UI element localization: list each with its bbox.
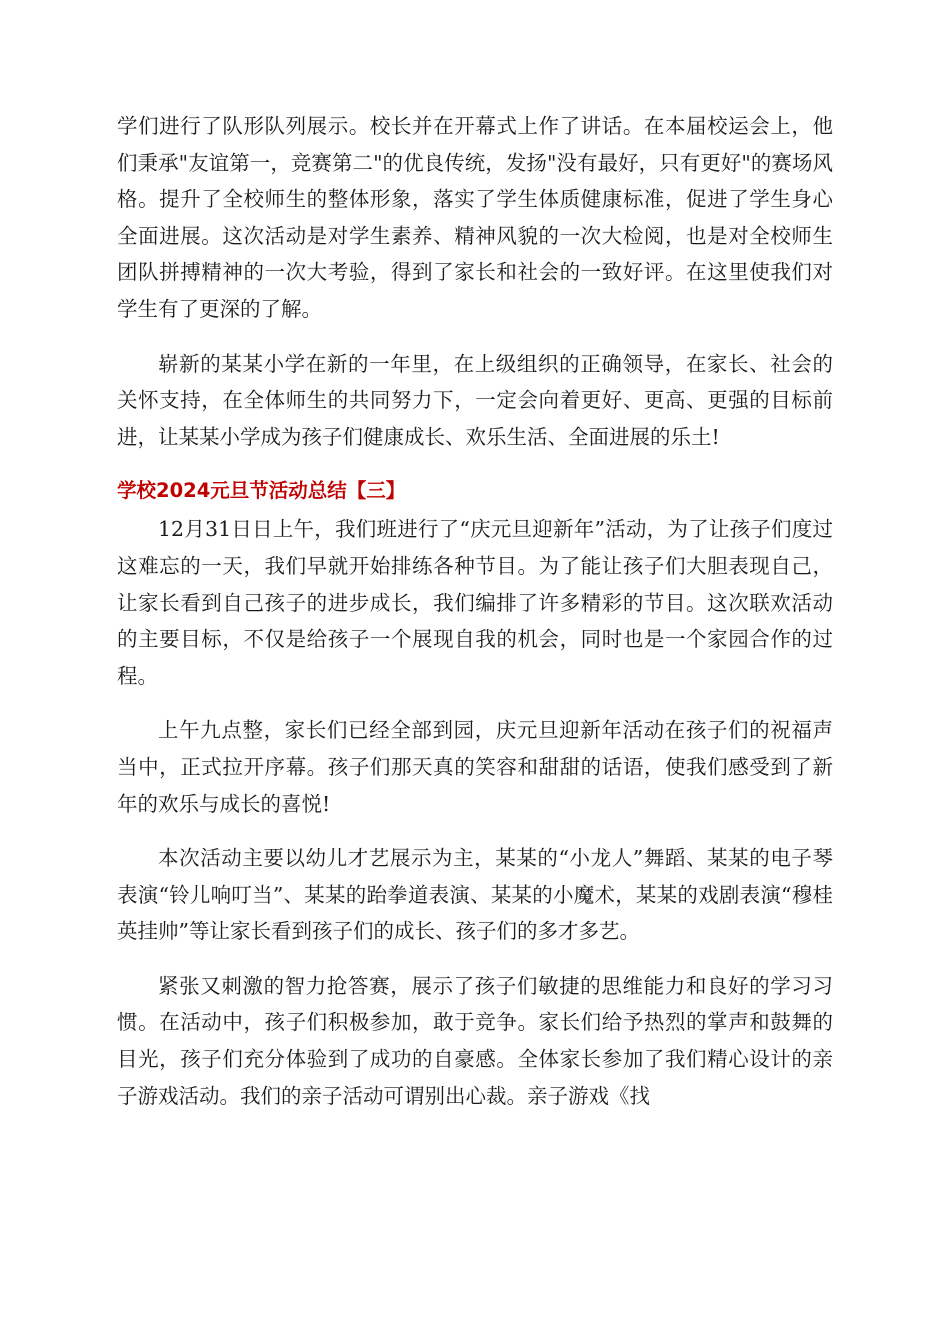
body-paragraph: 学们进行了队形队列展示。校长并在开幕式上作了讲话。在本届校运会上，他们秉承"友谊第一，竞赛第二"的优良传统，发扬"没有最好，只有更好"的赛场风格。提升了全校师生的整体形象，落实了学生体质健康标准，促进了学生身心全面进展。这次活动是对学生素养、精神风貌的一次大检阅，也是对全校师生团队拼搏精神的一次大考验，得到了家长和社会的一致好评。在这里使我们对学生有了更深的了解。 — [117, 114, 833, 321]
body-paragraph: 12月31日日上午，我们班进行了“庆元旦迎新年”活动，为了让孩子们度过这难忘的一天，我们早就开始排练各种节目。为了能让孩子们大胆表现自己，让家长看到自己孩子的进步成长，我们编排了许多精彩的节目。这次联欢活动的主要目标，不仅是给孩子一个展现自我的机会，同时也是一个家园合作的过程。 — [117, 517, 833, 688]
document-body — [117, 108, 833, 1132]
body-paragraph: 本次活动主要以幼儿才艺展示为主，某某的“小龙人”舞蹈、某某的电子琴表演“铃儿响叮当”、某某的跆拳道表演、某某的小魔术，某某的戏剧表演“穆桂英挂帅”等让家长看到孩子们的成长、孩子们的多才多艺。 — [117, 846, 833, 944]
body-paragraph: 崭新的某某小学在新的一年里，在上级组织的正确领导，在家长、社会的关怀支持，在全体师生的共同努力下，一定会向着更好、更高、更强的目标前进，让某某小学成为孩子们健康成长、欢乐生活、全面进展的乐土! — [117, 351, 833, 449]
section-heading: 学校2024元旦节活动总结【三】 — [117, 479, 406, 503]
body-paragraph: 紧张又刺激的智力抢答赛，展示了孩子们敏捷的思维能力和良好的学习习惯。在活动中，孩子们积极参加，敢于竞争。家长们给予热烈的掌声和鼓舞的目光，孩子们充分体验到了成功的自豪感。全体家长参加了我们精心设计的亲子游戏活动。我们的亲子活动可谓别出心裁。亲子游戏《找 — [117, 973, 833, 1108]
body-paragraph: 上午九点整，家长们已经全部到园，庆元旦迎新年活动在孩子们的祝福声当中，正式拉开序幕。孩子们那天真的笑容和甜甜的话语，使我们感受到了新年的欢乐与成长的喜悦! — [117, 718, 833, 816]
